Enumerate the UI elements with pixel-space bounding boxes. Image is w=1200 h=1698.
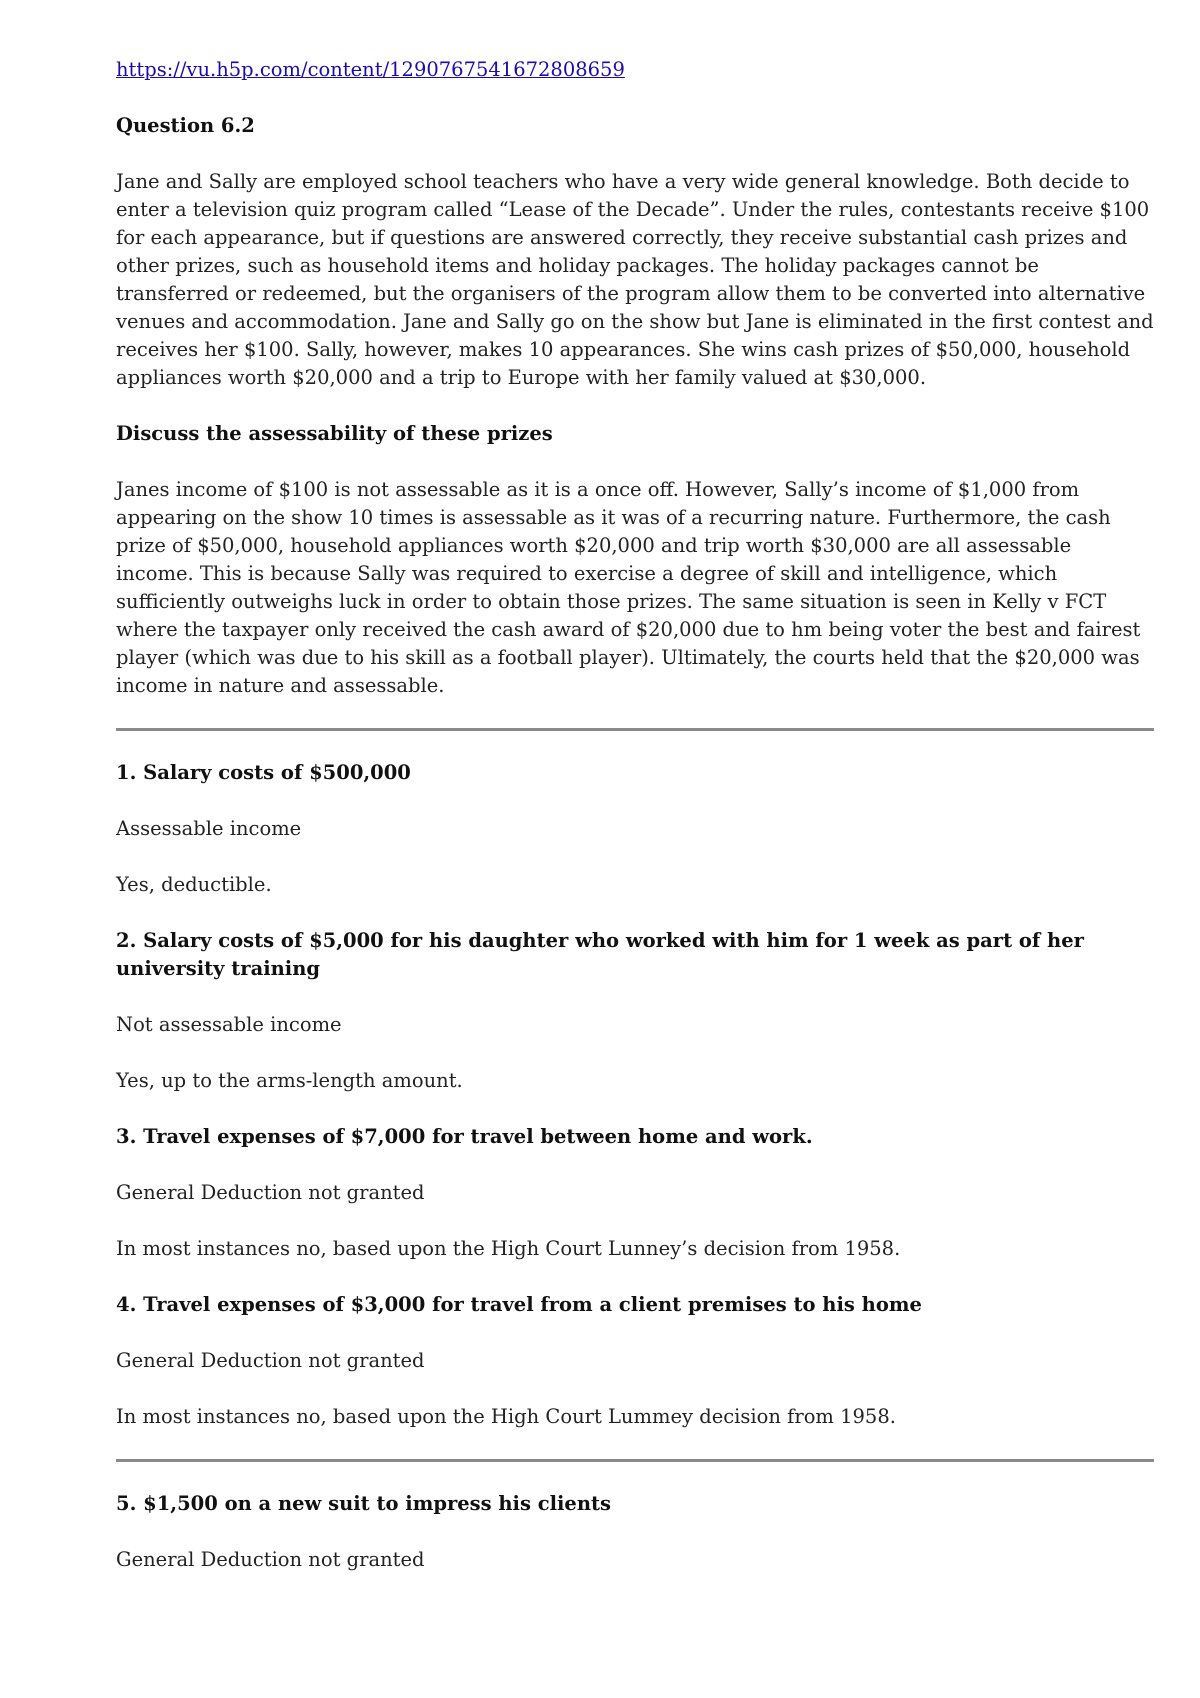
list-item	[116, 759, 1154, 899]
section-divider	[116, 728, 1154, 731]
source-link[interactable]: https://vu.h5p.com/content/1290767541672808659	[116, 58, 625, 81]
question-answer: Janes income of $100 is not assessable as it is a once off. However, Sally’s income of $1,000 from appearing on the show 10 times is assessable as it was of a recurring nature. Furthermore, the cash prize of $50,000, household appliances worth $20,000 and trip worth $30,000 are all assessable income. This is because Sally was required to exercise a degree of skill and intelligence, which sufficiently outweighs luck in order to obtain those prizes. The same situation is seen in Kelly v FCT where the taxpayer only received the cash award of $20,000 due to hm being voter the best and fairest player (which was due to his skill as a football player). Ultimately, the courts held that the $20,000 was income in nature and assessable.	[116, 478, 1141, 697]
question-body: Jane and Sally are employed school teachers who have a very wide general knowledge. Both decide to enter a television quiz program called “Lease of the Decade”. Under the rules, contestants receive $100 for each appearance, but if questions are answered correctly, they receive substantial cash prizes and other prizes, such as household items and holiday packages. The holiday packages cannot be transferred or redeemed, but the organisers of the program allow them to be converted into alternative venues and accommodation. Jane and Sally go on the show but Jane is eliminated in the first contest and receives her $100. Sally, however, makes 10 appearances. She wins cash prizes of $50,000, household appliances worth $20,000 and a trip to Europe with her family valued at $30,000.	[116, 170, 1154, 389]
item-status: General Deduction not granted	[116, 1548, 425, 1571]
item-status: General Deduction not granted	[116, 1181, 425, 1204]
list-item	[116, 1123, 1154, 1263]
item-title: 4. Travel expenses of $3,000 for travel from a client premises to his home	[116, 1293, 922, 1316]
section-divider	[116, 1459, 1154, 1462]
item-explanation: In most instances no, based upon the High Court Lummey decision from 1958.	[116, 1405, 896, 1428]
item-title: 1. Salary costs of $500,000	[116, 761, 411, 784]
item-explanation: Yes, deductible.	[116, 873, 272, 896]
item-title: 3. Travel expenses of $7,000 for travel between home and work.	[116, 1125, 813, 1148]
item-explanation: In most instances no, based upon the High Court Lunney’s decision from 1958.	[116, 1237, 901, 1260]
item-explanation: Yes, up to the arms-length amount.	[116, 1069, 463, 1092]
item-title: 5. $1,500 on a new suit to impress his clients	[116, 1492, 611, 1515]
item-status: Not assessable income	[116, 1013, 342, 1036]
item-status: Assessable income	[116, 817, 302, 840]
question-title: Question 6.2	[116, 114, 255, 137]
item-status: General Deduction not granted	[116, 1349, 425, 1372]
list-item	[116, 1291, 1154, 1431]
document-page	[116, 56, 1154, 1602]
list-item	[116, 1490, 1154, 1574]
item-title: 2. Salary costs of $5,000 for his daughter who worked with him for 1 week as part of her university training	[116, 929, 1084, 980]
list-item	[116, 927, 1154, 1095]
question-prompt: Discuss the assessability of these prizes	[116, 422, 553, 445]
